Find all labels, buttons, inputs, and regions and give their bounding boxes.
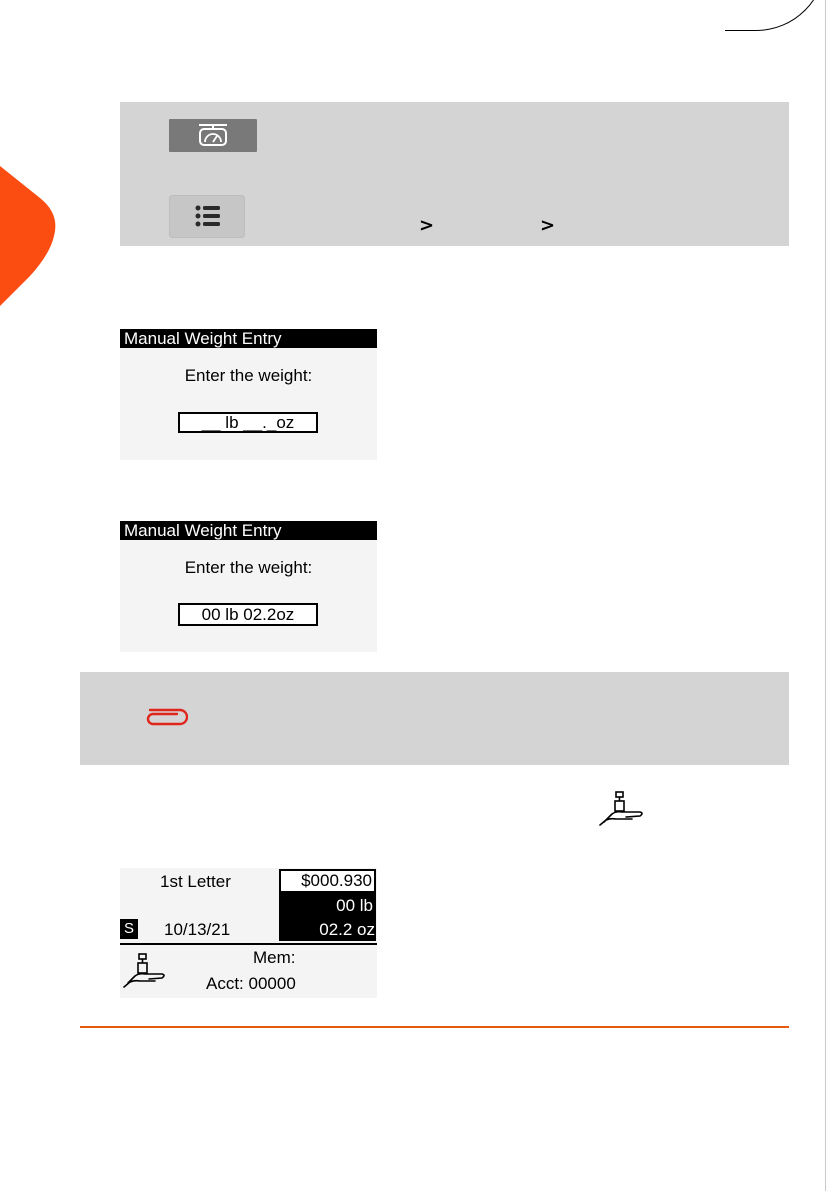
weight-input-field[interactable]: __ lb __._oz [178, 412, 318, 433]
weight-prompt: Enter the weight: [184, 558, 313, 577]
rate-name: 1st Letter [160, 872, 231, 891]
weight-lb: 00 lb [336, 896, 373, 915]
breadcrumb-chevron: > [419, 215, 435, 236]
manual-weight-entry-screen-empty [120, 329, 377, 460]
hand-scale-icon [122, 953, 170, 989]
list-menu-icon [194, 204, 222, 228]
footer-rule [80, 1026, 789, 1028]
memory-label: Mem: [253, 948, 296, 967]
home-screen [120, 868, 377, 998]
page-edge-curve [725, 0, 826, 31]
date: 10/13/21 [164, 920, 231, 939]
paperclip-icon [144, 704, 188, 728]
chapter-tab [0, 166, 60, 306]
weight-prompt: Enter the weight: [184, 366, 313, 385]
account-label: Acct: 00000 [206, 974, 296, 993]
weight-input-field[interactable]: 00 lb 02.2oz [178, 603, 318, 626]
screen-title: Manual Weight Entry [120, 521, 377, 540]
screen-divider [120, 943, 377, 945]
screen-title: Manual Weight Entry [120, 329, 377, 348]
postage-amount: $000.930 [280, 870, 375, 892]
status-badge: S [120, 919, 138, 939]
manual-weight-entry-screen-filled [120, 521, 377, 652]
step-panel [120, 102, 789, 246]
page-edge-line [825, 0, 826, 1191]
menu-key-button[interactable] [169, 195, 245, 238]
weight-oz: 02.2 oz [319, 920, 375, 939]
hand-scale-icon [596, 791, 648, 827]
note-panel [80, 672, 789, 765]
breadcrumb-chevron: > [540, 215, 556, 236]
scale-key-button[interactable] [169, 119, 257, 152]
scale-icon [195, 123, 231, 148]
